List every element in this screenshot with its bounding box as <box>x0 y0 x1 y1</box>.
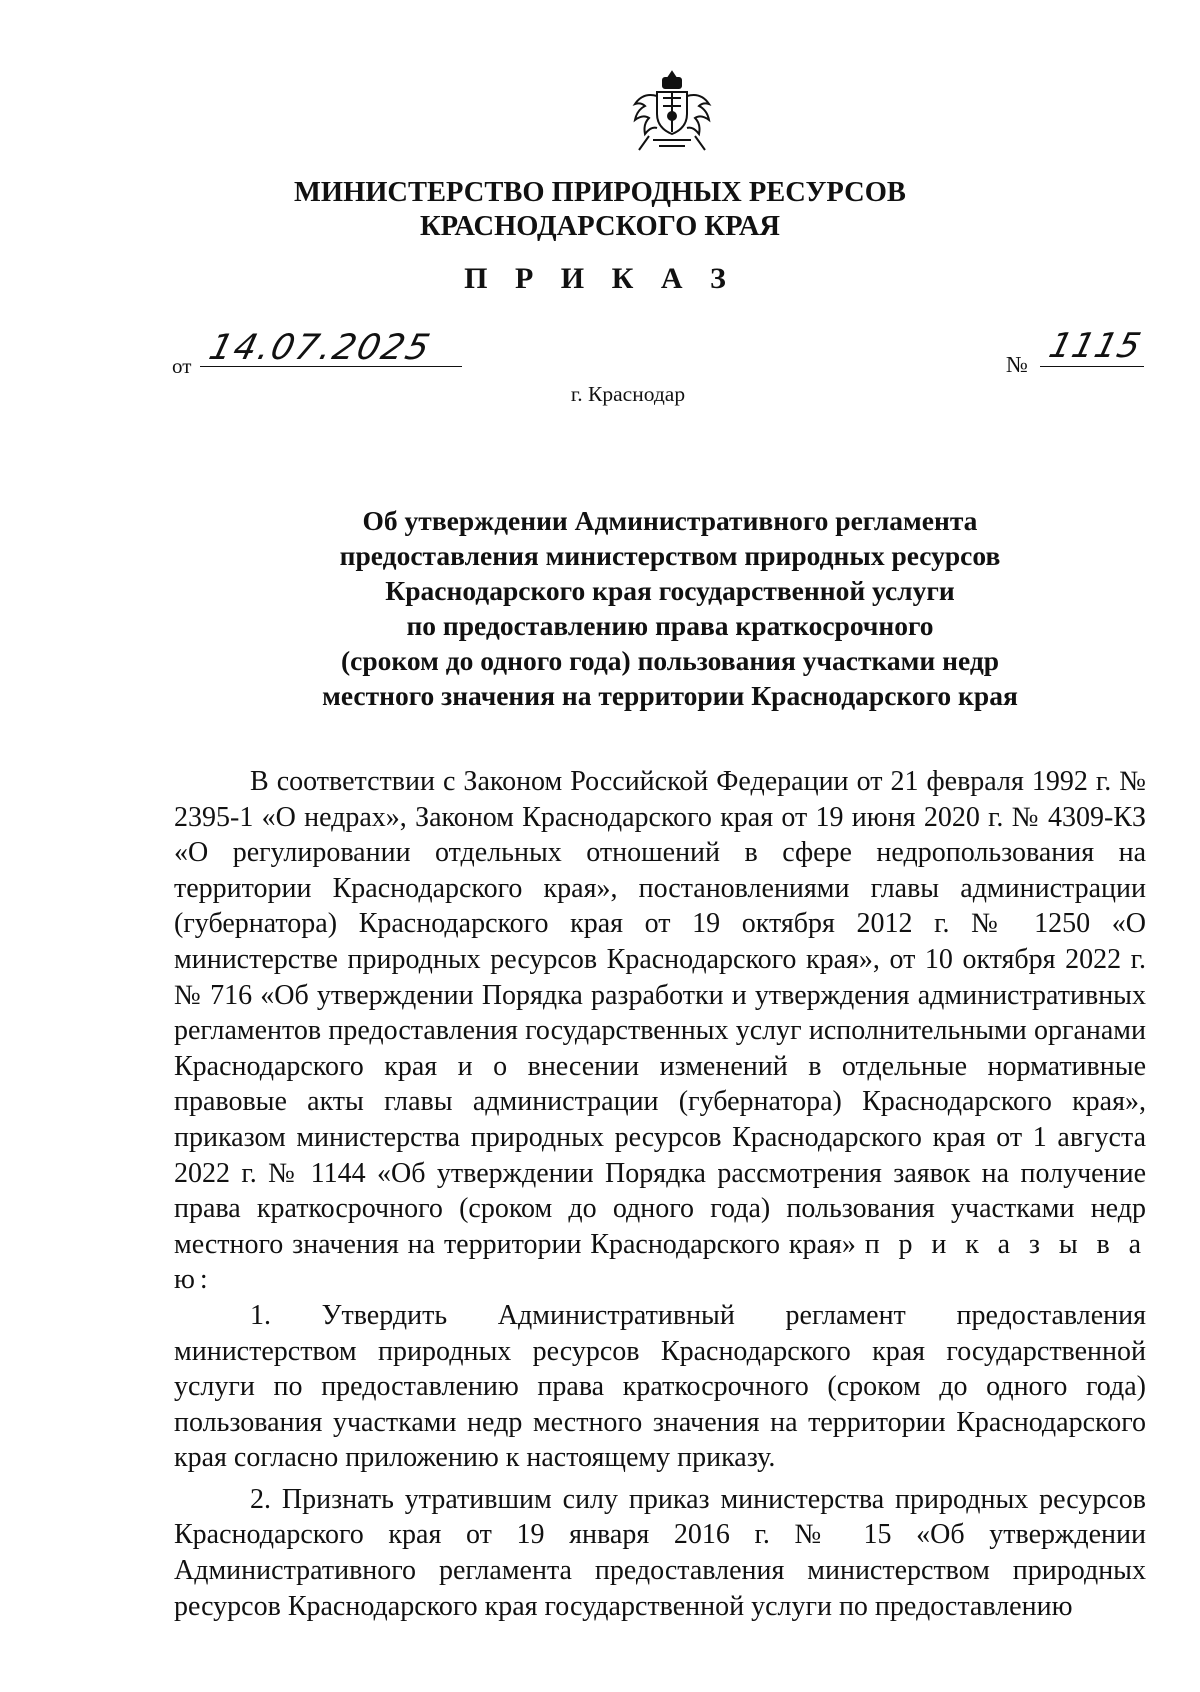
city: г. Краснодар <box>570 382 686 406</box>
ministry-name-line2: КРАСНОДАРСКОГО КРАЯ <box>419 211 781 242</box>
item-1-paragraph: 1. Утвердить Административный регламент предоставления министерством природных ресурсов Краснодарского края государственной услуги по предоставлению права краткосрочного (сроком до одного года) пользования участками недр местного значения на территории Краснодарского края согласно приложению к настоящему приказу. <box>174 1299 1146 1474</box>
subject-line: местного значения на территории Краснодарского края <box>322 680 1018 711</box>
order-word: п р и к а з ы в а ю: <box>174 1228 1147 1296</box>
subject-line: по предоставлению права краткосрочного <box>406 610 934 641</box>
date-prefix: от <box>172 354 192 378</box>
subject-line: Краснодарского края государственной услуги <box>385 575 955 606</box>
subject-line: Об утверждении Административного регламента <box>362 505 978 536</box>
order-body <box>174 764 1146 1624</box>
handwritten-number: 1115 <box>1045 326 1146 366</box>
handwritten-date: 14.07.2025 <box>205 328 436 368</box>
preamble-paragraph <box>174 764 1146 1298</box>
subject-line: (сроком до одного года) пользования участками недр <box>340 645 1000 676</box>
preamble-text: В соответствии с Законом Российской Федерации от 21 февраля 1992 г. № 2395-1 «О недрах», Законом Краснодарского края от 19 июня 2020 г. № 4309-КЗ «О регулировании отдельных отношений в сфере недропользования на территории Краснодарского края», постановлениями главы администрации (губернатора) Краснодарского края от 19 октября 2012 г. № 1250 «О министерстве природных ресурсов Краснодарского края», от 10 октября 2022 г. № 716 «Об утверждении Порядка разработки и утверждения административных регламентов предоставления государственных услуг исполнительными органами Краснодарского края и о внесении изменений в отдельные нормативные правовые акты главы администрации (губернатора) Краснодарского края», приказом министерства природных ресурсов Краснодарского края от 1 августа 2022 г. № 1144 «Об утверждении Порядка рассмотрения заявок на получение права краткосрочного (сроком до одного года) пользования участками недр местного значения на территории Краснодарского края» <box>174 766 1146 1260</box>
number-prefix: № <box>1006 352 1028 377</box>
subject-line: предоставления министерством природных ресурсов <box>339 540 1001 571</box>
order-subject <box>290 503 1050 713</box>
krasnodar-coat-of-arms-emblem <box>627 66 717 156</box>
item-2-paragraph: 2. Признать утратившим силу приказ министерства природных ресурсов Краснодарского края от 19 января 2016 г. № 15 «Об утверждении Административного регламента предоставления министерством природных ресурсов Краснодарского края государственной услуги по предоставлению <box>174 1483 1146 1622</box>
ministry-name-line1: МИНИСТЕРСТВО ПРИРОДНЫХ РЕСУРСОВ <box>294 177 906 208</box>
document-type-title: П Р И К А З <box>464 262 736 295</box>
